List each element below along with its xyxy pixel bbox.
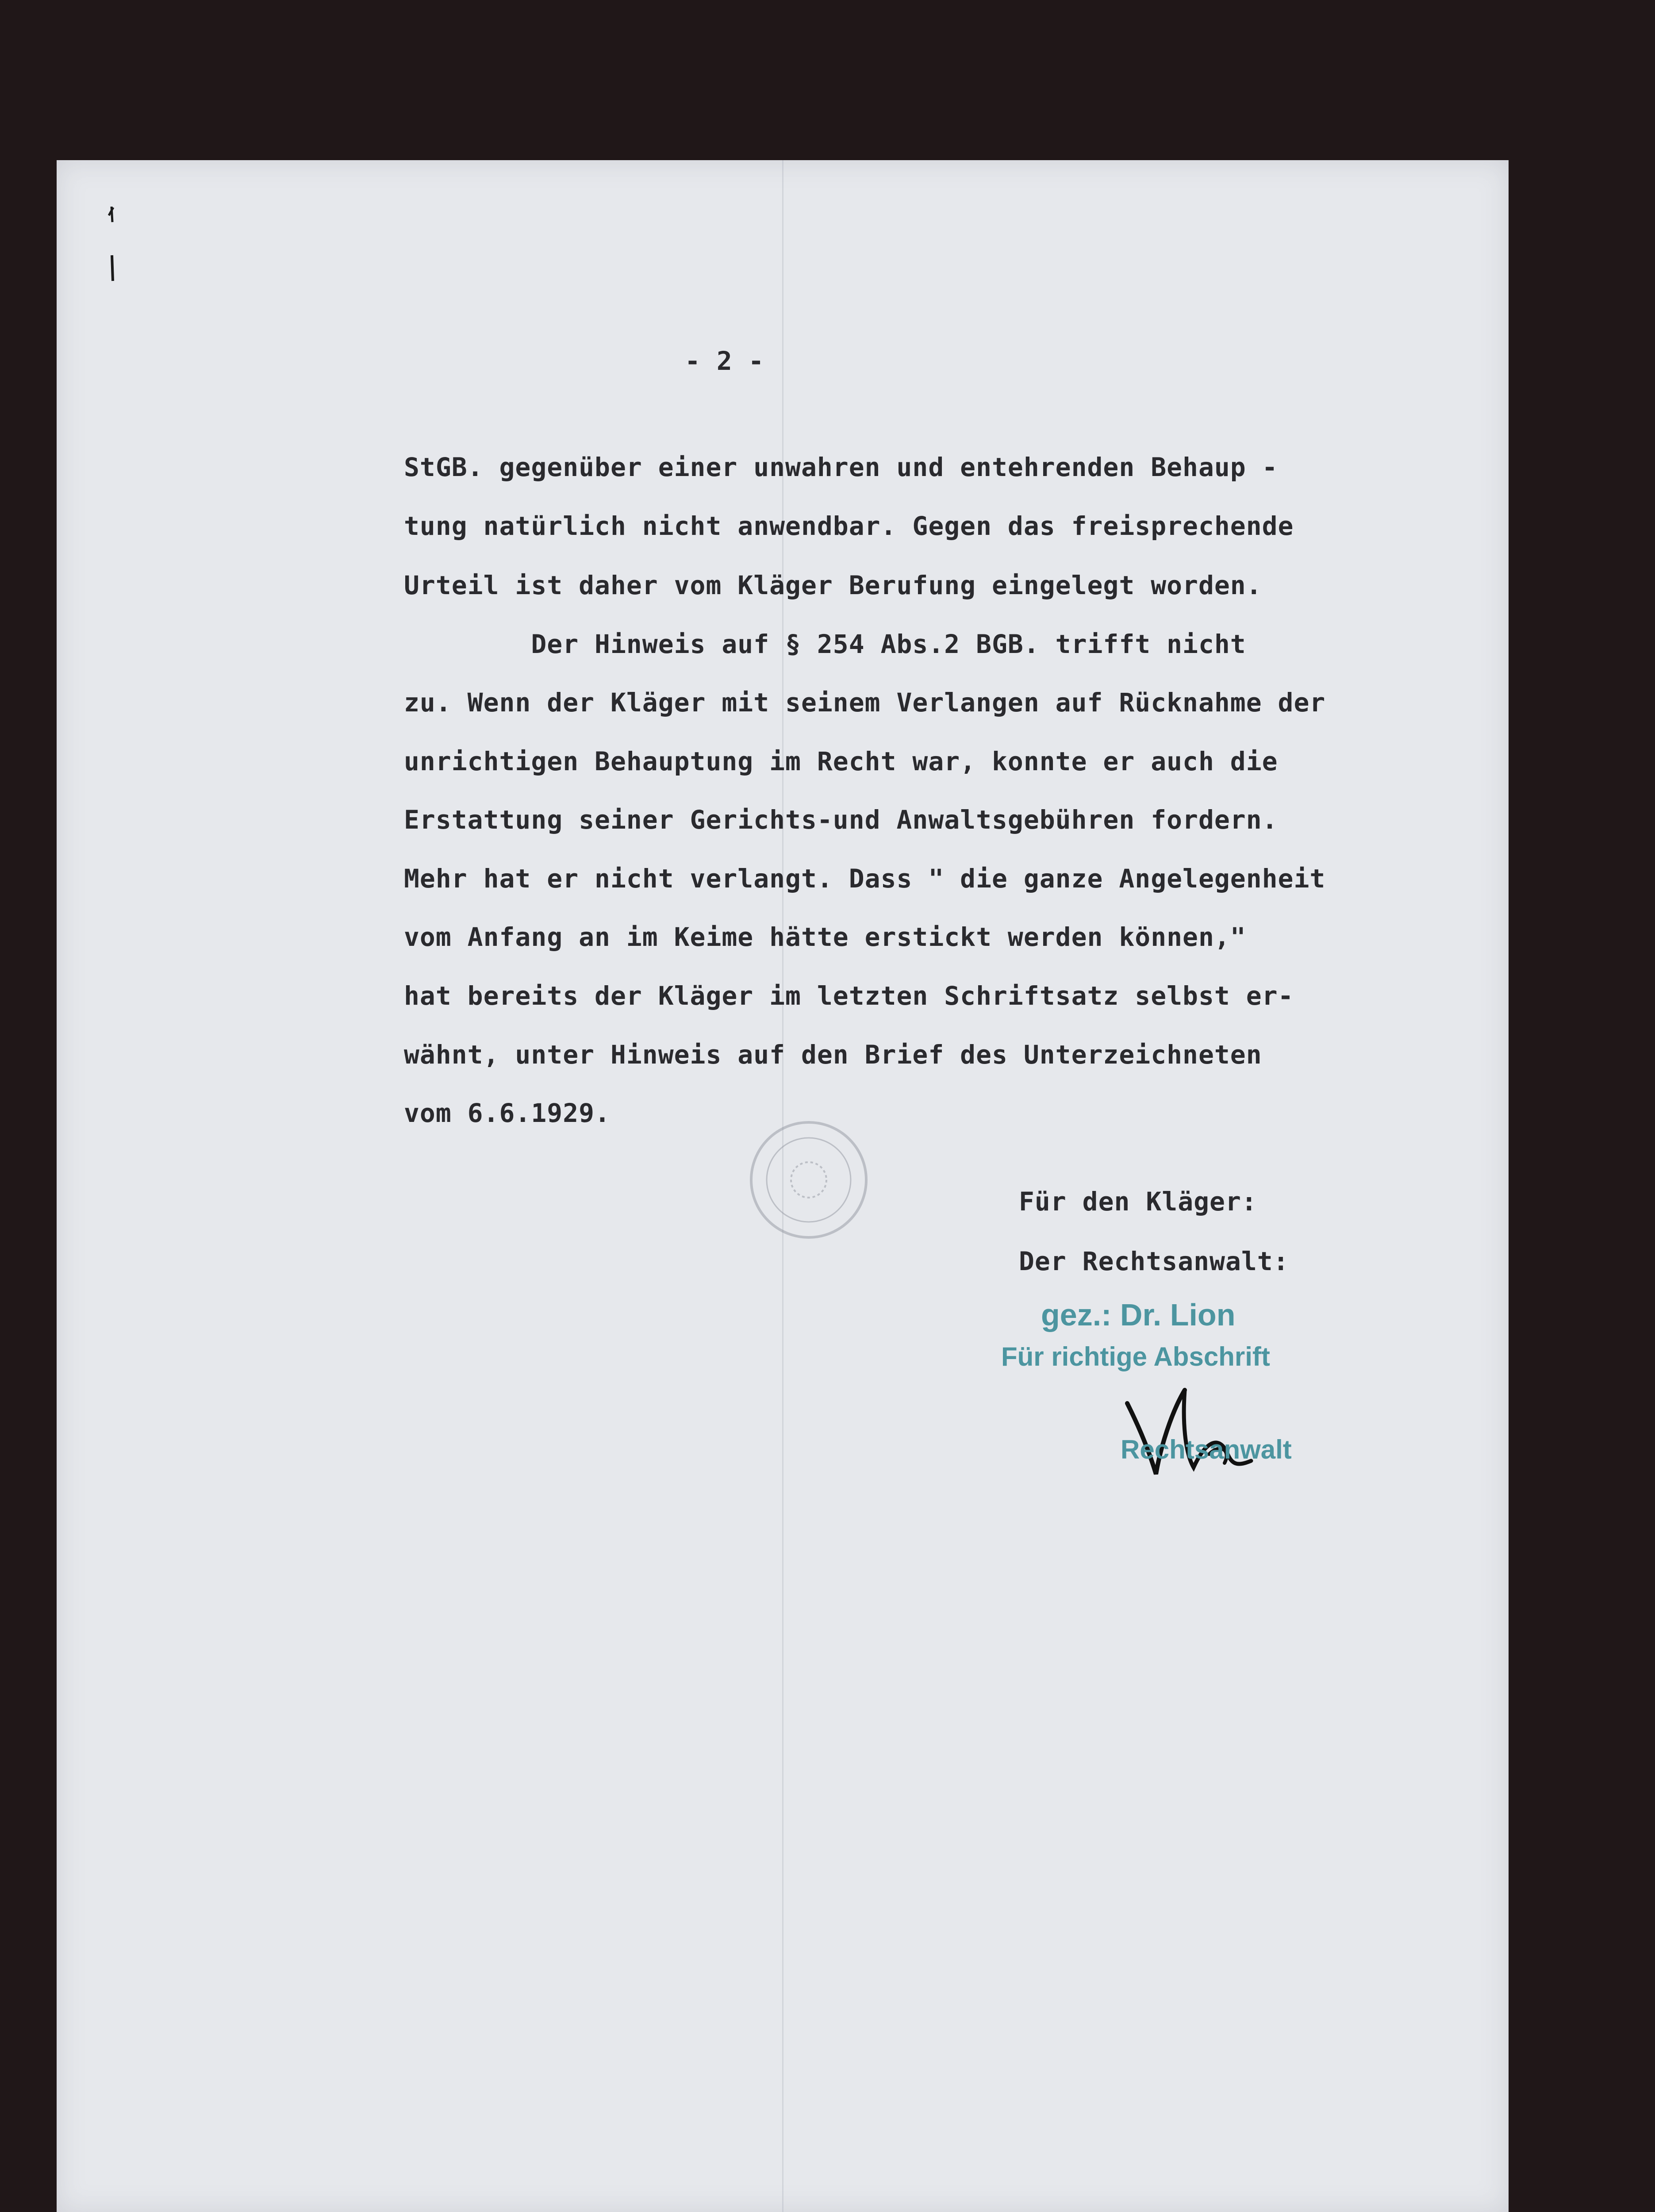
round-seal-stamp bbox=[738, 1109, 879, 1251]
stamp-title: Rechtsanwalt bbox=[1121, 1435, 1292, 1464]
body-line: tung natürlich nicht anwendbar. Gegen das freisprechende bbox=[404, 511, 1294, 541]
margin-marks bbox=[105, 202, 119, 291]
closing-line-1: Für den Kläger: bbox=[1019, 1187, 1257, 1217]
page-number: - 2 - bbox=[685, 346, 764, 376]
body-line: vom Anfang an im Keime hätte erstickt werden können," bbox=[404, 922, 1246, 952]
closing-line-2: Der Rechtsanwalt: bbox=[1019, 1246, 1289, 1276]
body-line: wähnt, unter Hinweis auf den Brief des Unterzeichneten bbox=[404, 1040, 1262, 1070]
body-line: StGB. gegenüber einer unwahren und entehrenden Behaup - bbox=[404, 452, 1278, 482]
stamp-certification: Für richtige Abschrift bbox=[1001, 1342, 1270, 1371]
document-page bbox=[57, 160, 1509, 2212]
body-line: Der Hinweis auf § 254 Abs.2 BGB. trifft nicht bbox=[404, 629, 1246, 659]
body-line: unrichtigen Behauptung im Recht war, konnte er auch die bbox=[404, 746, 1278, 776]
body-line: hat bereits der Kläger im letzten Schriftsatz selbst er- bbox=[404, 981, 1294, 1011]
body-line: Erstattung seiner Gerichts-und Anwaltsgebühren fordern. bbox=[404, 805, 1278, 835]
stamp-signed-name: gez.: Dr. Lion bbox=[1041, 1298, 1236, 1332]
body-line: zu. Wenn der Kläger mit seinem Verlangen auf Rücknahme der bbox=[404, 687, 1326, 718]
body-line: Mehr hat er nicht verlangt. Dass " die ganze Angelegenheit bbox=[404, 864, 1326, 894]
body-line: Urteil ist daher vom Kläger Berufung eingelegt worden. bbox=[404, 570, 1262, 600]
body-line: vom 6.6.1929. bbox=[404, 1098, 611, 1128]
